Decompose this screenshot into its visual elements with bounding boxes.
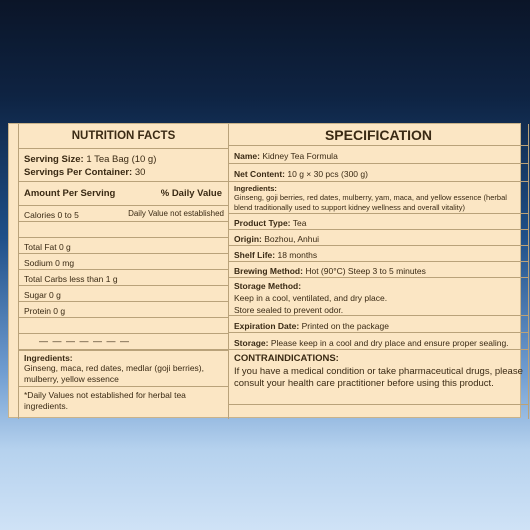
- product-type-row: [229, 214, 528, 230]
- total-fat-row: [19, 238, 228, 254]
- net-content-row: [229, 164, 528, 182]
- origin-label: Origin:: [234, 234, 262, 244]
- specification-panel: [229, 124, 529, 419]
- storage-label: Storage:: [234, 338, 269, 348]
- sodium: Sodium 0 mg: [24, 258, 75, 268]
- servings-label: Servings Per Container:: [24, 167, 133, 178]
- storage-method-line2: Store sealed to prevent odor.: [234, 305, 344, 315]
- dash-line: — — — — — — —: [39, 336, 131, 346]
- spec-title-row: [229, 124, 528, 146]
- serving-size-label: Serving Size:: [24, 154, 84, 165]
- name-row: [229, 146, 528, 164]
- contraindications-row: [229, 350, 528, 405]
- total-fat: Total Fat 0 g: [24, 242, 71, 252]
- shelf-life-row: [229, 246, 528, 262]
- nutrition-ingredients-label: Ingredients:: [24, 353, 73, 363]
- nutrition-facts-panel: [18, 124, 229, 419]
- daily-value-label: % Daily Value: [160, 188, 222, 199]
- name-value: Kidney Tea Formula: [262, 151, 338, 161]
- footnote: *Daily Values not established for herbal tea ingredients.: [24, 390, 186, 411]
- spec-ingredients-row: [229, 182, 528, 214]
- sugar: Sugar 0 g: [24, 290, 61, 300]
- shelf-life-label: Shelf Life:: [234, 250, 276, 260]
- name-label: Name:: [234, 151, 260, 161]
- serving-info-row: [19, 149, 228, 182]
- blank-row-2: [19, 318, 228, 334]
- storage-method-row: [229, 278, 528, 316]
- expiration-label: Expiration Date:: [234, 321, 300, 331]
- serving-size-value: 1 Tea Bag (10 g): [86, 154, 157, 165]
- calories: Calories 0 to 5: [24, 210, 79, 220]
- origin-value: Bozhou, Anhui: [264, 234, 320, 244]
- servings-per-container: [19, 167, 228, 178]
- total-carbs: Total Carbs less than 1 g: [24, 274, 118, 284]
- contraindications-label: CONTRAINDICATIONS:: [234, 353, 339, 364]
- serving-size: [19, 154, 228, 165]
- brewing-label: Brewing Method:: [234, 266, 303, 276]
- spec-ingredients-label: Ingredients:: [234, 184, 277, 193]
- net-content-value: 10 g × 30 pcs (300 g): [287, 169, 368, 179]
- spec-title: SPECIFICATION: [324, 127, 433, 143]
- nutrition-ingredients-text: Ginseng, maca, red dates, medlar (goji berries), mulberry, yellow essence: [24, 363, 204, 384]
- sugar-row: [19, 286, 228, 302]
- expiration-value: Printed on the package: [301, 321, 389, 331]
- spec-ingredients: [229, 184, 528, 213]
- brewing-row: [229, 262, 528, 278]
- product-type-label: Product Type:: [234, 218, 291, 228]
- nutrition-title-row: [19, 124, 228, 149]
- shelf-life-value: 18 months: [277, 250, 318, 260]
- expiration-row: [229, 316, 528, 333]
- blank-row: [19, 222, 228, 238]
- nutrition-title: NUTRITION FACTS: [71, 130, 176, 142]
- product-type-value: Tea: [292, 218, 307, 228]
- protein-row: [19, 302, 228, 318]
- net-content-label: Net Content:: [234, 169, 285, 179]
- storage-row: [229, 333, 528, 350]
- sodium-row: [19, 254, 228, 270]
- daily-value-note: Daily Value not established: [128, 209, 224, 218]
- footnote-row: [19, 387, 228, 419]
- brewing-value: Hot (90°C) Steep 3 to 5 minutes: [305, 266, 426, 276]
- spec-ingredients-text: Ginseng, goji berries, red dates, mulberry, yam, maca, and yellow essence (herbal blend traditionally used to support kidney wellness and overall vitality): [234, 193, 507, 212]
- origin-row: [229, 230, 528, 246]
- dashes-row: [19, 334, 228, 350]
- nutrition-ingredients-row: [19, 350, 228, 387]
- storage-method-label: Storage Method:: [234, 281, 302, 291]
- servings-value: 30: [134, 167, 146, 178]
- total-carbs-row: [19, 270, 228, 286]
- storage-method-line1: Keep in a cool, ventilated, and dry place.: [234, 293, 388, 303]
- calories-row: [19, 206, 228, 222]
- amount-per-serving-label: Amount Per Serving: [24, 188, 116, 199]
- protein: Protein 0 g: [24, 306, 66, 316]
- amount-header-row: [19, 182, 228, 206]
- label-panel: [8, 123, 521, 418]
- contraindications-text: If you have a medical condition or take pharmaceutical drugs, please consult your health care practitioner before using this product.: [234, 366, 523, 389]
- storage-value: Please keep in a cool and dry place and ensure proper sealing.: [270, 338, 509, 348]
